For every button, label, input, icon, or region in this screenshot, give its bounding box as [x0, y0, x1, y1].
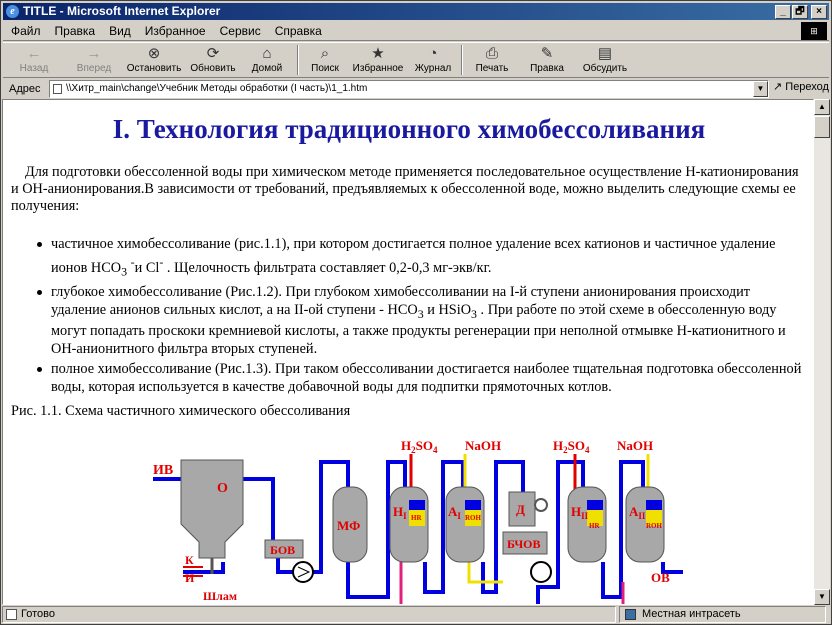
scroll-up-button[interactable]: ▲ — [814, 99, 830, 115]
label-naoh-1: NaOH — [465, 438, 502, 453]
home-button[interactable]: ⌂ Домой — [251, 45, 283, 74]
label-roh-2: ROH — [646, 522, 662, 530]
label-k: К — [185, 553, 194, 567]
h-filter-1-resin-top — [409, 500, 425, 510]
label-o: О — [217, 481, 228, 496]
go-button[interactable]: ↗ Переход — [773, 81, 829, 93]
history-button[interactable]: ◔ Журнал — [414, 45, 452, 74]
toolbar-separator — [297, 45, 299, 75]
toolbar — [3, 42, 829, 78]
menu-help[interactable]: Справка — [274, 23, 322, 38]
label-shlam: Шлам — [203, 589, 238, 603]
stop-icon: ⊗ — [147, 45, 161, 62]
favorites-button[interactable]: ★ Избранное — [352, 45, 404, 74]
label-a1: $А_I$ — [448, 504, 461, 521]
search-button[interactable]: ⌕ Поиск — [311, 45, 339, 74]
print-icon: ⎙ — [485, 45, 498, 62]
label-ov: ОВ — [651, 570, 670, 585]
address-dropdown-button[interactable]: ▼ — [753, 81, 768, 97]
search-icon: ⌕ — [320, 45, 330, 62]
page-title: I. Технология традиционного химобессоливания — [112, 114, 706, 144]
page-icon — [53, 84, 62, 94]
title-bar[interactable] — [3, 3, 829, 20]
pipe-a1-to-d — [483, 462, 523, 592]
menu-file[interactable]: Файл — [11, 23, 41, 38]
pipe-o-to-bov — [243, 479, 273, 540]
status-text-panel: Готово — [2, 606, 616, 623]
vertical-scrollbar[interactable] — [814, 99, 830, 605]
home-icon: ⌂ — [262, 45, 272, 62]
h-filter-2-resin-top — [587, 500, 603, 510]
label-h2: $Н_{II}$ — [571, 504, 589, 521]
a-filter-2-resin-top — [646, 500, 662, 510]
edit-icon: ✎ — [540, 45, 554, 62]
back-icon: ← — [26, 45, 42, 62]
menu-favorites[interactable]: Избранное — [144, 23, 206, 38]
discuss-button[interactable]: ▤ Обсудить — [582, 45, 628, 74]
list-item: частичное химобессоливание (рис.1.1), при котором достигается полное удаление всех катионов и частичное удаление ионов $НСО_3$ -и Cl- . Щелочность фильтрата составляет 0,2-0,3 мг-экв/кг. — [37, 235, 807, 281]
forward-button[interactable]: → Вперед — [76, 45, 112, 74]
history-icon: ◔ — [428, 45, 438, 62]
page-done-icon — [6, 609, 17, 620]
label-h2so4-1: $H_2SO_4$ — [401, 438, 438, 455]
windows-logo-icon: ⊞ — [801, 22, 827, 40]
go-arrow-icon: ↗ — [773, 81, 783, 93]
toolbar-separator — [461, 45, 463, 75]
pump-2 — [531, 562, 551, 582]
close-button[interactable]: × — [811, 5, 827, 19]
list-item: глубокое химобессоливание (Рис.1.2). При глубоком химобессоливании на I-й ступени анионирования происходит удаление анионов сильных кислот, а на II-ой ступени - $НСО_3$ и НSiO$_3$ . При работе по этой схеме в обессоленную воду могут попадать проскоки кремниевой кислоты, а также продукты регенерации при неполной отмывке Н-катионитного и ОН-анионитного фильтра вторых ступеней. — [37, 283, 807, 359]
refresh-icon: ⟳ — [206, 45, 220, 62]
label-roh-1: ROH — [465, 514, 481, 522]
label-bchov: БЧОВ — [507, 537, 541, 551]
label-i: И — [185, 571, 195, 585]
menu-tools[interactable]: Сервис — [219, 23, 261, 38]
ie-logo-icon: e — [6, 5, 19, 18]
label-h2so4-2: $H_2SO_4$ — [553, 438, 590, 455]
address-bar — [3, 79, 829, 99]
address-input[interactable]: \\Xитр_main\change\Учебник Методы обработки (I часть)\1_1.htm ▼ — [49, 80, 769, 98]
menu-bar — [3, 21, 829, 41]
page-content — [2, 99, 814, 605]
status-bar — [2, 606, 828, 623]
edit-button[interactable]: ✎ Правка — [530, 45, 564, 74]
intro-paragraph: Для подготовки обессоленной воды при химическом методе применяется последовательное осуществление Н-катионирования и ОН-анионирования.В зависимости от требований, предъявляемых к обессоленной воде, можно выделить следующие схемы ее получения: — [11, 164, 799, 214]
scroll-down-button[interactable]: ▼ — [814, 589, 830, 605]
label-naoh-2: NaOH — [617, 438, 654, 453]
figure-caption: Рис. 1.1. Схема частичного химического обессоливания — [11, 403, 351, 419]
zone-panel: Местная интрасеть — [619, 606, 826, 623]
label-bov: БОВ — [270, 543, 296, 557]
menu-edit[interactable]: Правка — [54, 23, 96, 38]
address-label: Адрес — [9, 83, 41, 95]
label-d: Д — [516, 502, 525, 517]
label-hr-1: HR — [411, 514, 422, 522]
label-h1: $Н_I$ — [393, 504, 407, 521]
intranet-icon — [625, 609, 636, 620]
print-button[interactable]: ⎙ Печать — [475, 45, 509, 74]
back-button[interactable]: ← Назад — [19, 45, 49, 74]
scheme-list — [37, 235, 807, 398]
menu-view[interactable]: Вид — [109, 23, 131, 38]
label-iv: ИВ — [153, 463, 174, 478]
refresh-button[interactable]: ⟳ Обновить — [190, 45, 236, 74]
minimize-button[interactable]: _ — [775, 5, 791, 19]
label-a2: $А_{II}$ — [629, 504, 646, 521]
maximize-button[interactable]: 🗗 — [792, 5, 808, 19]
favorites-icon: ★ — [371, 45, 385, 62]
forward-icon: → — [86, 45, 102, 62]
fan-icon — [535, 499, 547, 511]
discuss-icon: ▤ — [597, 45, 613, 62]
list-item: полное химобессоливание (Рис.1.3). При таком обессоливании достигается наиболее тщательная подготовка обессоленной воды, которая используется в качестве добавочной воды для подпитки прямоточных котлов. — [37, 360, 807, 396]
label-hr-2: HR — [589, 522, 600, 530]
scroll-thumb[interactable] — [814, 116, 830, 138]
stop-button[interactable]: ⊗ Остановить — [126, 45, 182, 74]
label-mf: МФ — [337, 518, 361, 533]
desalination-scheme-diagram — [143, 432, 683, 605]
window-title: TITLE - Microsoft Internet Explorer — [23, 4, 221, 18]
a-filter-1-resin-top — [465, 500, 481, 510]
